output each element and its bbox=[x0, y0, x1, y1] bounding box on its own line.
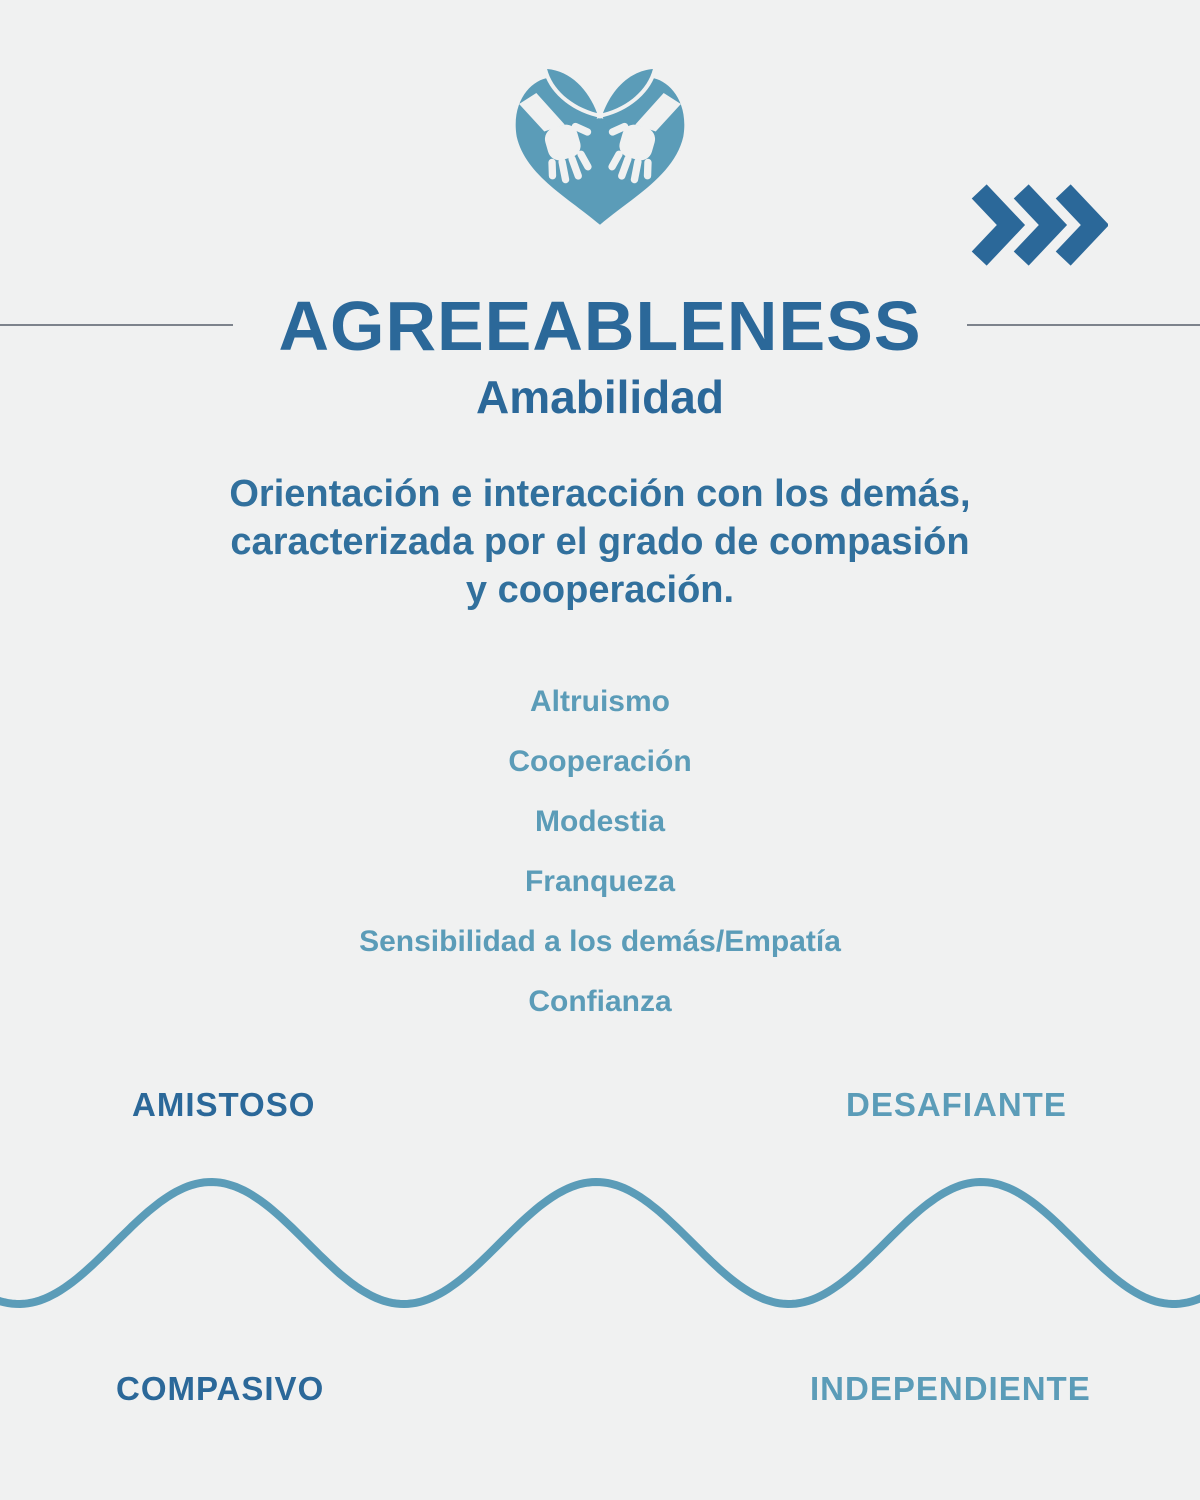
description-line: y cooperación. bbox=[465, 569, 735, 611]
heart-hands-logo bbox=[502, 56, 698, 228]
facet-item: Confianza bbox=[528, 985, 672, 1018]
triple-chevron-right-icon bbox=[968, 183, 1108, 267]
page-subtitle: Amabilidad bbox=[476, 371, 724, 423]
facet-list bbox=[0, 672, 1200, 1032]
spectrum-label-desafiante: DESAFIANTE bbox=[846, 1086, 1067, 1123]
description-line: Orientación e interacción con los demás, bbox=[229, 473, 971, 515]
facet-item: Cooperación bbox=[508, 745, 692, 778]
spectrum-label-compasivo: COMPASIVO bbox=[116, 1370, 325, 1407]
spectrum-label-amistoso: AMISTOSO bbox=[132, 1086, 316, 1123]
facet-item: Sensibilidad a los demás/Empatía bbox=[359, 925, 841, 958]
page-title: AGREEABLENESS bbox=[278, 287, 922, 365]
facet-item: Modestia bbox=[534, 805, 666, 838]
facet-item: Franqueza bbox=[524, 865, 676, 898]
trait-description bbox=[0, 470, 1200, 614]
facet-item: Altruismo bbox=[529, 685, 670, 718]
description-line: caracterizada por el grado de compasión bbox=[230, 521, 970, 563]
wave-line bbox=[0, 1182, 1200, 1304]
spectrum-label-independiente: INDEPENDIENTE bbox=[810, 1370, 1091, 1407]
